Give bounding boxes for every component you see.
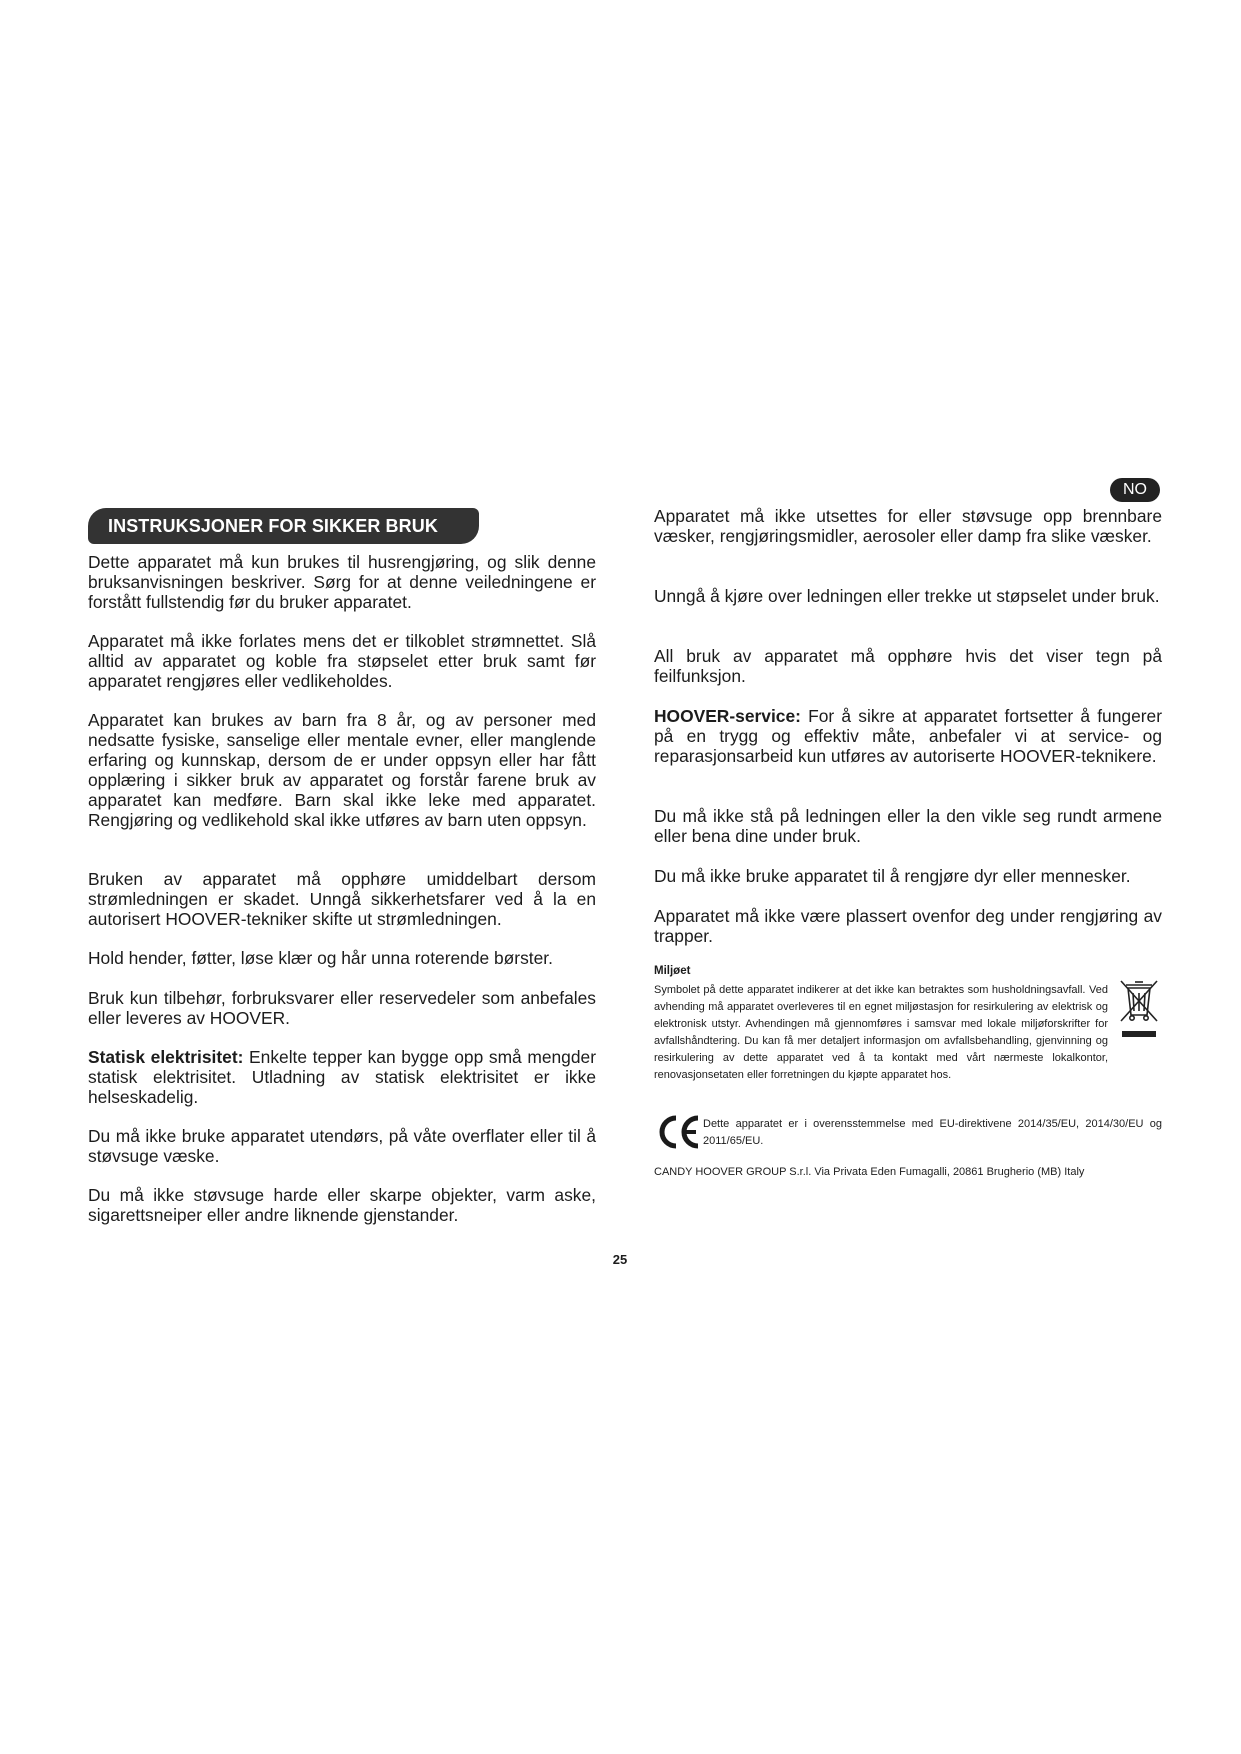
hoover-service-text: For å sikre at apparatet fortsetter å fungerer på en trygg og effektiv måte, anbefaler vi at service- og reparasjonsarbeid kun utføres av autoriserte HOOVER-teknikere. [654,706,1162,766]
company-address: CANDY HOOVER GROUP S.r.l. Via Privata Eden Fumagalli, 20861 Brugherio (MB) Italy [654,1166,1085,1178]
right-paragraph-2: Unngå å kjøre over ledningen eller trekke ut støpselet under bruk. [654,586,1160,606]
right-paragraph-3: All bruk av apparatet må opphøre hvis det viser tegn på feilfunksjon. [654,646,1162,686]
static-electricity-text: Enkelte tepper kan bygge opp små mengder statisk elektrisitet. Utladning av statisk elektrisitet er ikke helseskadelig. [88,1047,596,1107]
left-paragraph-7 [88,1047,596,1107]
right-paragraph-6: Du må ikke bruke apparatet til å rengjøre dyr eller mennesker. [654,866,1131,886]
right-paragraph-1: Apparatet må ikke utsettes for eller støvsuge opp brennbare væsker, rengjøringsmidler, aerosoler eller damp fra slike væsker. [654,506,1162,546]
left-paragraph-1: Dette apparatet må kun brukes til husrengjøring, og slik denne bruksanvisningen beskriver. Sørg for at denne veiledningene er forstått fullstendig før du bruker apparatet. [88,552,596,612]
static-electricity-label: Statisk elektrisitet: [88,1047,244,1067]
left-paragraph-2: Apparatet må ikke forlates mens det er tilkoblet strømnettet. Slå alltid av apparatet og koble fra støpselet etter bruk samt før apparatet rengjøres eller vedlikeholdes. [88,631,596,691]
language-badge: NO [1110,478,1160,502]
ce-declaration-text: Dette apparatet er i overensstemmelse med EU-direktivene 2014/35/EU, 2014/30/EU og 2011/65/EU. [703,1118,1162,1147]
environment-title: Miljøet [654,965,691,977]
left-paragraph-5: Hold hender, føtter, løse klær og hår unna roterende børster. [88,948,553,968]
left-paragraph-8: Du må ikke bruke apparatet utendørs, på våte overflater eller til å støvsuge væske. [88,1126,596,1166]
crossed-out-wheelie-bin-icon [1118,979,1160,1041]
ce-mark-icon [654,1112,704,1152]
right-paragraph-4 [654,706,1162,766]
page-number: 25 [612,1252,628,1267]
left-paragraph-3: Apparatet kan brukes av barn fra 8 år, og av personer med nedsatte fysiske, sanselige eller mentale evner, eller manglende erfaring og kunnskap, dersom de er under oppsyn eller har fått opplæring i sikker bruk av apparatet og forstår farene bruk av apparatet kan medføre. Barn skal ikke leke med apparatet. Rengjøring og vedlikehold skal ikke utføres av barn uten oppsyn. [88,710,596,830]
section-heading: INSTRUKSJONER FOR SIKKER BRUK [88,508,479,544]
left-paragraph-6: Bruk kun tilbehør, forbruksvarer eller reservedeler som anbefales eller leveres av HOOVER. [88,988,596,1028]
right-paragraph-7: Apparatet må ikke være plassert ovenfor deg under rengjøring av trapper. [654,906,1162,946]
left-paragraph-4: Bruken av apparatet må opphøre umiddelbart dersom strømledningen er skadet. Unngå sikkerhetsfarer ved å la en autorisert HOOVER-tekniker skifte ut strømledningen. [88,869,596,929]
right-paragraph-5: Du må ikke stå på ledningen eller la den vikle seg rundt armene eller bena dine under bruk. [654,806,1162,846]
left-paragraph-9: Du må ikke støvsuge harde eller skarpe objekter, varm aske, sigarettsneiper eller andre liknende gjenstander. [88,1185,596,1225]
hoover-service-label: HOOVER-service: [654,706,801,726]
environment-text: Symbolet på dette apparatet indikerer at det ikke kan betraktes som husholdningsavfall. Ved avhending må apparatet overleveres til en egnet miljøstasjon for resirkulering av elektrisk og elektronisk utstyr. Avhendingen må gjennomføres i samsvar med lokale miljøforskrifter for avfallshåndtering. Du kan få mer detaljert informasjon om avfallsbehandling, gjenvinning og resirkulering av dette apparatet ved å ta kontakt med vårt nærmeste lokalkontor, renovasjonsetaten eller forretningen du kjøpte apparatet hos. [654,984,1108,1081]
